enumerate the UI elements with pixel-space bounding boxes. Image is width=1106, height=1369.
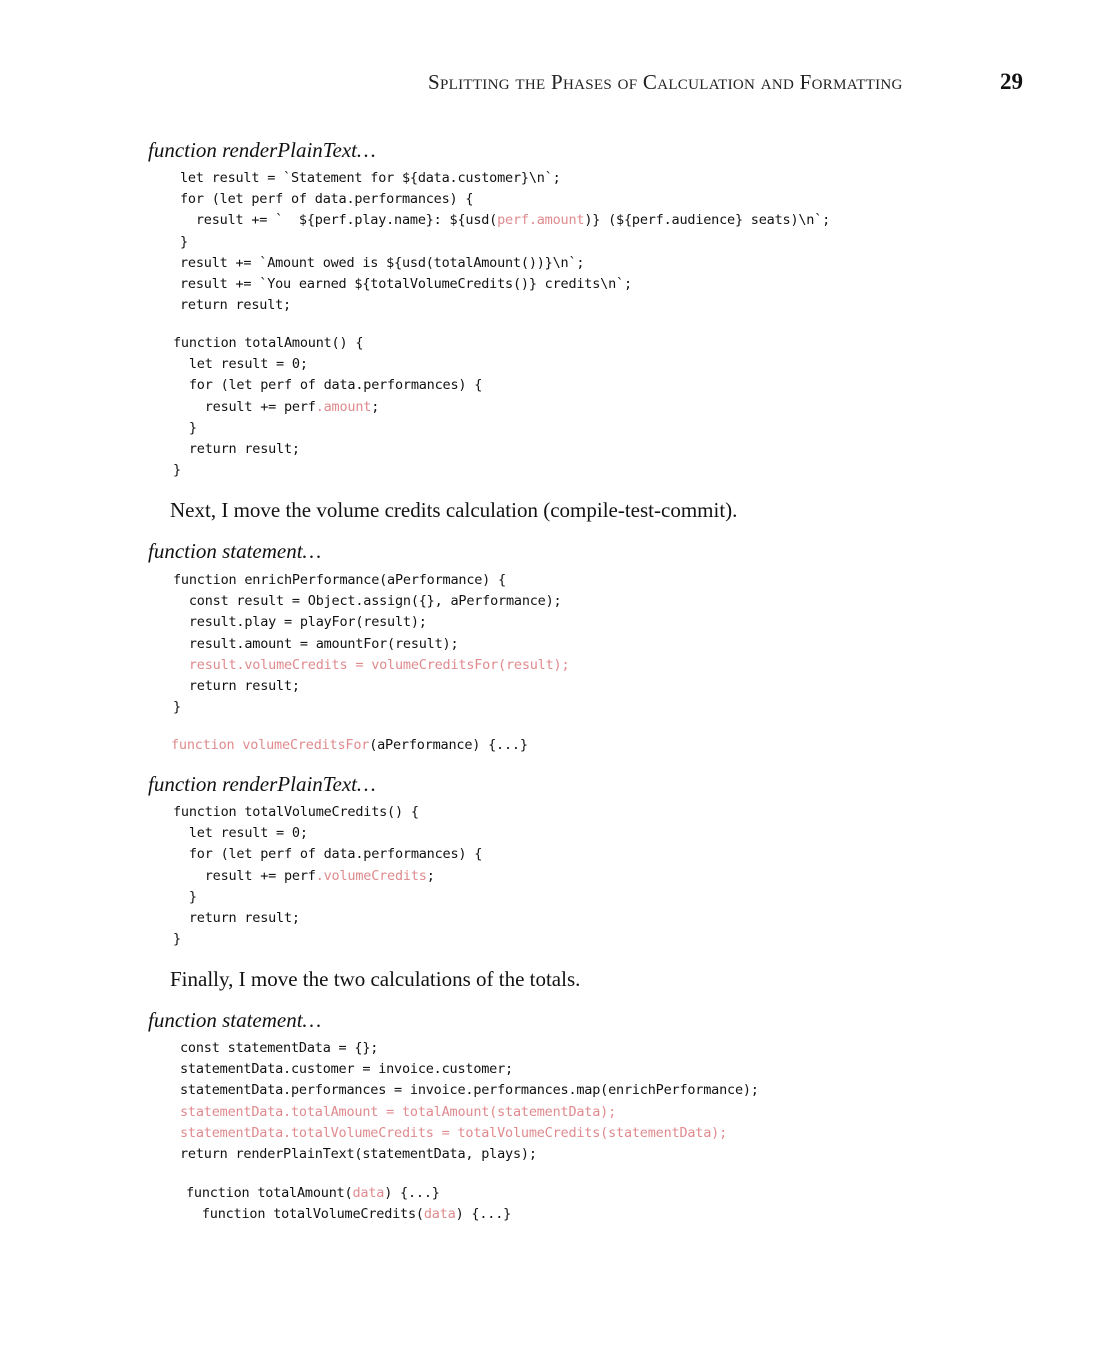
code-text: return renderPlainText(statementData, plays); [180,1145,537,1162]
code-block-render-plain-text-body [180,168,830,316]
code-line [186,1183,511,1204]
code-block-total-volume-credits [173,802,482,950]
code-line [180,253,830,274]
code-line [173,844,482,865]
code-line [173,802,482,823]
code-line [173,397,482,418]
code-text: for (let perf of data.performances) { [173,377,483,394]
code-text: )} (${perf.audience} seats)\n`; [584,212,831,229]
code-text: ) {...} [455,1206,512,1223]
code-line [180,168,830,189]
code-context-label-statement-1: function statement… [148,539,322,563]
code-line [173,676,569,697]
code-text: return result; [173,677,300,694]
code-line [180,1144,759,1165]
code-line [180,1080,759,1101]
code-line [173,460,482,481]
code-highlight: data [352,1185,385,1201]
code-text: function enrichPerformance(aPerformance) { [173,572,506,588]
code-line [180,189,830,210]
code-line [173,418,482,439]
code-text: function totalVolumeCredits( [186,1206,424,1223]
code-text: let result = 0; [173,356,308,373]
code-highlight: function volumeCreditsFor [171,737,370,753]
code-line [173,591,569,612]
code-line [173,439,482,460]
code-context-label-render-plain-text-2: function renderPlainText… [148,772,376,796]
code-text: result += `Amount owed is ${usd(totalAmount())}\n`; [180,254,585,271]
code-highlight: statementData.totalAmount = totalAmount(statementData); [180,1103,617,1120]
code-highlight: .volumeCredits [315,867,427,884]
code-text [173,657,189,673]
code-block-total-amount [173,333,482,481]
code-line [173,929,482,950]
code-line [180,1059,759,1080]
code-highlight: statementData.totalVolumeCredits = totalVolumeCredits(statementData); [180,1124,728,1141]
code-line [173,570,569,591]
code-text: for (let perf of data.performances) { [173,846,483,863]
code-line [173,655,569,676]
code-text: statementData.customer = invoice.customer; [180,1061,513,1078]
code-highlight: data [423,1206,456,1223]
code-text: result.amount = amountFor(result); [173,635,459,652]
code-line [180,210,830,231]
code-text: result.play = playFor(result); [173,614,427,631]
code-block-statement-data [180,1038,759,1165]
code-text: } [180,233,188,250]
code-block-volume-credits-for [171,735,528,756]
code-line [180,232,830,253]
code-text: result += `You earned ${totalVolumeCredits()} credits\n`; [180,275,632,292]
code-text: } [173,888,197,905]
code-line [173,612,569,633]
code-context-label-statement-2: function statement… [148,1008,322,1032]
code-text: } [173,462,181,479]
code-text: result += perf [173,398,316,415]
code-text: let result = 0; [173,825,308,842]
chapter-title: Splitting the Phases of Calculation and Formatting [428,70,903,94]
code-block-total-function-stubs [186,1183,511,1225]
page-number: 29 [1000,69,1023,94]
code-text: function totalAmount() { [173,335,364,351]
code-text: for (let perf of data.performances) { [180,191,474,208]
code-text: result += perf [173,867,316,884]
code-line [173,634,569,655]
code-text: ) {...} [384,1185,440,1201]
code-line [173,697,569,718]
code-text: result += ` ${perf.play.name}: ${usd( [180,212,498,229]
code-text: (aPerformance) {...} [369,737,528,753]
code-text: const result = Object.assign({}, aPerformance); [173,593,562,610]
code-text: statementData.performances = invoice.performances.map(enrichPerformance); [180,1082,759,1099]
code-text: ; [426,867,435,884]
code-text: return result; [173,909,300,926]
code-highlight: .amount [315,398,372,415]
code-text: const statementData = {}; [180,1040,379,1056]
code-line [171,735,528,756]
code-highlight: result.volumeCredits = volumeCreditsFor(result); [188,656,570,673]
code-highlight: perf.amount [497,212,585,229]
code-text: } [173,931,181,948]
code-line [186,1204,511,1225]
body-paragraph-volume-credits: Next, I move the volume credits calculation (compile-test-commit). [170,498,738,522]
code-line [173,823,482,844]
code-text: let result = `Statement for ${data.customer}\n`; [180,170,561,186]
code-line [180,295,830,316]
body-paragraph-totals: Finally, I move the two calculations of the totals. [170,967,581,991]
code-line [180,1123,759,1144]
code-text: function totalVolumeCredits() { [173,804,419,820]
code-text: return result; [173,440,300,457]
code-line [180,1102,759,1123]
code-line [173,908,482,929]
code-block-enrich-performance [173,570,569,718]
code-context-label-render-plain-text-1: function renderPlainText… [148,138,376,162]
code-line [173,887,482,908]
code-text: ; [371,398,380,415]
code-text: return result; [180,297,291,314]
code-text: function totalAmount( [186,1185,353,1201]
code-line [173,375,482,396]
code-line [180,1038,759,1059]
code-line [173,354,482,375]
code-line [180,274,830,295]
code-line [173,333,482,354]
code-line [173,866,482,887]
code-text: } [173,419,197,436]
code-text: } [173,699,181,716]
